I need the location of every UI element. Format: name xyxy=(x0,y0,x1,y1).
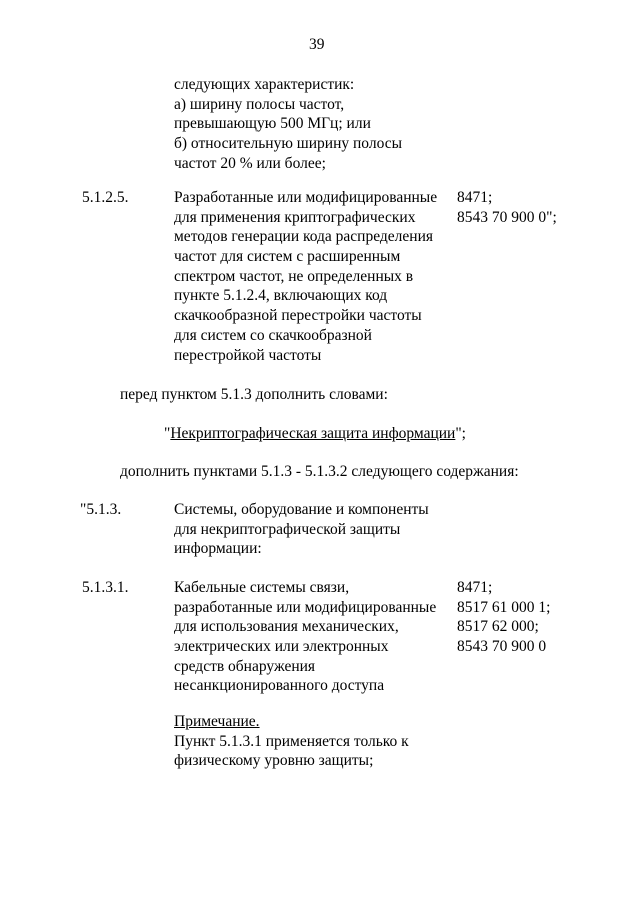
text-line: Разработанные или модифицированные xyxy=(174,189,438,206)
text-line: частот 20 % или более; xyxy=(174,154,326,172)
text-line: спектром частот, не определенных в xyxy=(174,267,414,285)
text-line: методов генерации кода распределения xyxy=(174,228,434,246)
heading-close: "; xyxy=(455,425,466,442)
item-number-5125: 5.1.2.5. xyxy=(82,189,129,206)
text-line: электрических или электронных xyxy=(174,638,389,656)
code-line: 8471; xyxy=(457,189,493,206)
continuation-text xyxy=(174,75,402,173)
heading-text: Некриптографическая защита информации xyxy=(170,425,456,442)
text-line: средств обнаружения xyxy=(174,657,316,675)
item-number-513: "5.1.3. xyxy=(80,501,122,518)
text-line: Системы, оборудование и компоненты xyxy=(174,501,429,518)
text-line: для использования механических, xyxy=(174,618,399,636)
instruction-add-items: дополнить пунктами 5.1.3 - 5.1.3.2 следующего содержания: xyxy=(120,463,519,480)
item-5131-codes xyxy=(457,578,550,657)
code-line: 8543 70 900 0 xyxy=(457,638,547,656)
text-line: а) ширину полосы частот, xyxy=(174,95,345,113)
item-number-5131: 5.1.3.1. xyxy=(82,579,129,596)
text-line: превышающую 500 МГц; или xyxy=(174,115,371,133)
text-line: разработанные или модифицированные xyxy=(174,598,437,616)
text-line: скачкообразной перестройки частоты xyxy=(174,307,422,325)
text-line: несанкционированного доступа xyxy=(174,677,385,695)
text-line: Кабельные системы связи, xyxy=(174,579,350,596)
text-line: для некриптографической защиты xyxy=(174,520,401,538)
text-line: следующих характеристик: xyxy=(174,76,355,93)
item-5131-description xyxy=(174,578,436,696)
text-line: частот для систем с расширенным xyxy=(174,248,401,266)
text-line: информации: xyxy=(174,540,262,558)
note-block xyxy=(174,712,409,771)
text-line: физическому уровню защиты; xyxy=(174,752,374,770)
text-line: для систем со скачкообразной xyxy=(174,326,372,344)
section-heading xyxy=(164,424,466,444)
code-line: 8517 61 000 1; xyxy=(457,598,551,616)
note-title: Примечание. xyxy=(174,713,260,730)
code-line: 8517 62 000; xyxy=(457,618,539,636)
text-line: для применения криптографических xyxy=(174,208,416,226)
code-line: 8543 70 900 0"; xyxy=(457,208,557,226)
page-number: 39 xyxy=(309,36,325,53)
item-5125-description xyxy=(174,188,437,365)
text-line: Пункт 5.1.3.1 применяется только к xyxy=(174,732,409,750)
text-line: перестройкой частоты xyxy=(174,346,322,364)
heading-open-quote: " xyxy=(164,425,171,442)
text-line: пункте 5.1.2.4, включающих код xyxy=(174,287,388,305)
text-line: б) относительную ширину полосы xyxy=(174,135,403,153)
code-line: 8471; xyxy=(457,579,493,596)
instruction-before-513: перед пунктом 5.1.3 дополнить словами: xyxy=(120,386,388,403)
item-5125-codes xyxy=(457,188,557,227)
item-513-description xyxy=(174,500,429,559)
